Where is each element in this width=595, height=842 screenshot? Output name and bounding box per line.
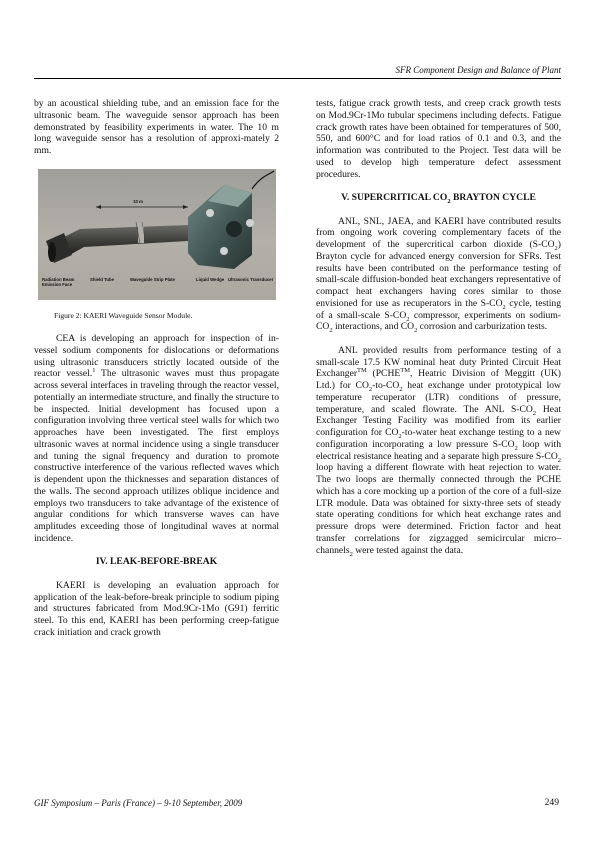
label-radiation-beam: Radiation Beam: [42, 276, 75, 282]
right-column: [316, 98, 561, 556]
label-strip-plate: Waveguide Strip Plate: [130, 276, 175, 282]
figure-waveguide-sensor: [38, 169, 276, 300]
label-liquid-wedge: Liquid Wedge: [196, 276, 225, 282]
label-transducer: Ultrasonic Transducer: [228, 276, 274, 282]
label-emission-face: Emission Face: [42, 281, 73, 287]
section-heading-sco2: V. SUPERCRITICAL $CO_2$ BRAYTON CYCLE: [341, 192, 536, 205]
running-title: SFR Component Design and Balance of Plant: [395, 65, 561, 75]
paragraph-sensor-intro: by an acoustical shielding tube, and an emission face for the ultrasonic beam. The waveguide sensor approach has been demonstrated by feasibility experiments in water. The 10 m long waveguide sensor has a resolution of approxi-mately 2 mm.: [34, 98, 279, 156]
page-footer: [34, 798, 561, 808]
footer-conference: GIF Symposium – Paris (France) – 9-10 September, 2009: [34, 798, 243, 808]
dimension-label: 10 m: [133, 198, 143, 204]
page-number: 249: [544, 797, 559, 808]
paragraph-sco2-overview: ANL, SNL, JAEA, and KAERI have contributed results from ongoing work covering complementary facets of the development of the supercritical carbon dioxide $(S-CO_2)$ Brayton cycle for advanced energy conversion for SFRs. Test results have been contributed on the performance testing of small-scale diffusion-bonded heat exchangers representative of compact heat exchangers having cores similar to those envisioned for use as recuperators in the $S-CO_2$ cycle, testing of a small-scale $S-CO_2$ compressor, experiments on sodium-$CO_2$ interactions, and $CO_2$ corrosion and carburization tests.: [316, 215, 561, 335]
figure-caption: Figure 2: KAERI Waveguide Sensor Module.: [54, 311, 193, 321]
paragraph-crack-tests: tests, fatigue crack growth tests, and creep crack growth tests on Mod.9Cr-1Mo tubular specimens including defects. Fatigue crack growth rates have been obtained for temperatures of 500, 550, and 600°C and for load ratios of 0.1 and 0.3, and the information was contributed to the Project. Test data will be used to develop high temperature defect assessment procedures.: [316, 98, 561, 180]
section-heading-lbb: IV. LEAK-BEFORE-BREAK: [95, 556, 218, 568]
paragraph-anl-pche: ANL provided results from performance testing of a small-scale 17.5 KW nominal heat duty Printed Circuit Heat Exchanger™ (PCHE™, Heatric Division of Meggitt (UK) Ltd.) for $CO_2-to-CO_2$ heat exchange under prototypical low temperature recuperator (LTR) conditions of pressure, temperature, and scaled flowrate. The ANL $S-CO_2$ Heat Exchanger Testing Facility was modified from its earlier configuration for $CO_2-to$-water heat exchange testing to a new configuration incorporating a low pressure $S-CO_2$ loop with electrical resistance heating and a separate high pressure $S-CO_2$ loop having a different flowrate with heat rejection to water. The two loops are thermally connected through the PCHE which has a core mocking up a portion of the core of a full-size LTR module. Data was obtained for sixty-three sets of steady state operating conditions for which heat exchange rates and pressure drops were determined. Friction factor and heat transfer correlations for zigzagged semicircular micro–channels$_2$ were tested against the data.: [316, 344, 561, 558]
paragraph-kaeri-lbb: KAERI is developing an evaluation approach for application of the leak-before-break principle to sodium piping and structures fabricated from Mod.9Cr-1Mo (G91) ferritic steel. To this end, KAERI has been performing creep-fatigue crack initiation and crack growth: [34, 579, 279, 638]
left-column: [34, 98, 279, 639]
waveguide-sensor-photo: [38, 169, 276, 300]
label-shield-tube: Shield Tube: [90, 276, 115, 282]
paragraph-cea: CEA is developing an approach for inspection of in-vessel sodium components for dislocations or deformations using ultrasonic transducers strictly located outside of the reactor vessel.$^1$ The ultrasonic waves must thus propagate across several interfaces in traveling through the reactor vessel, potentially an intermediate structure, and finally the structure to be inspected. Initial development has focused upon a configuration involving three vertical steel walls for which two approaches have been investigated. The first employs ultrasonic waves at normal incidence using a single transducer and tuning the signal frequency and duration to promote constructive interference of the various reflected waves which is dependent upon the thicknesses and separation distances of the walls. The second approach utilizes oblique incidence and employs two transducers to take advantage of the existence of angular conditions for which transverse waves can have amplitudes exceeding those of longitudinal waves at normal incidence.: [34, 333, 279, 544]
running-header: [34, 65, 561, 79]
